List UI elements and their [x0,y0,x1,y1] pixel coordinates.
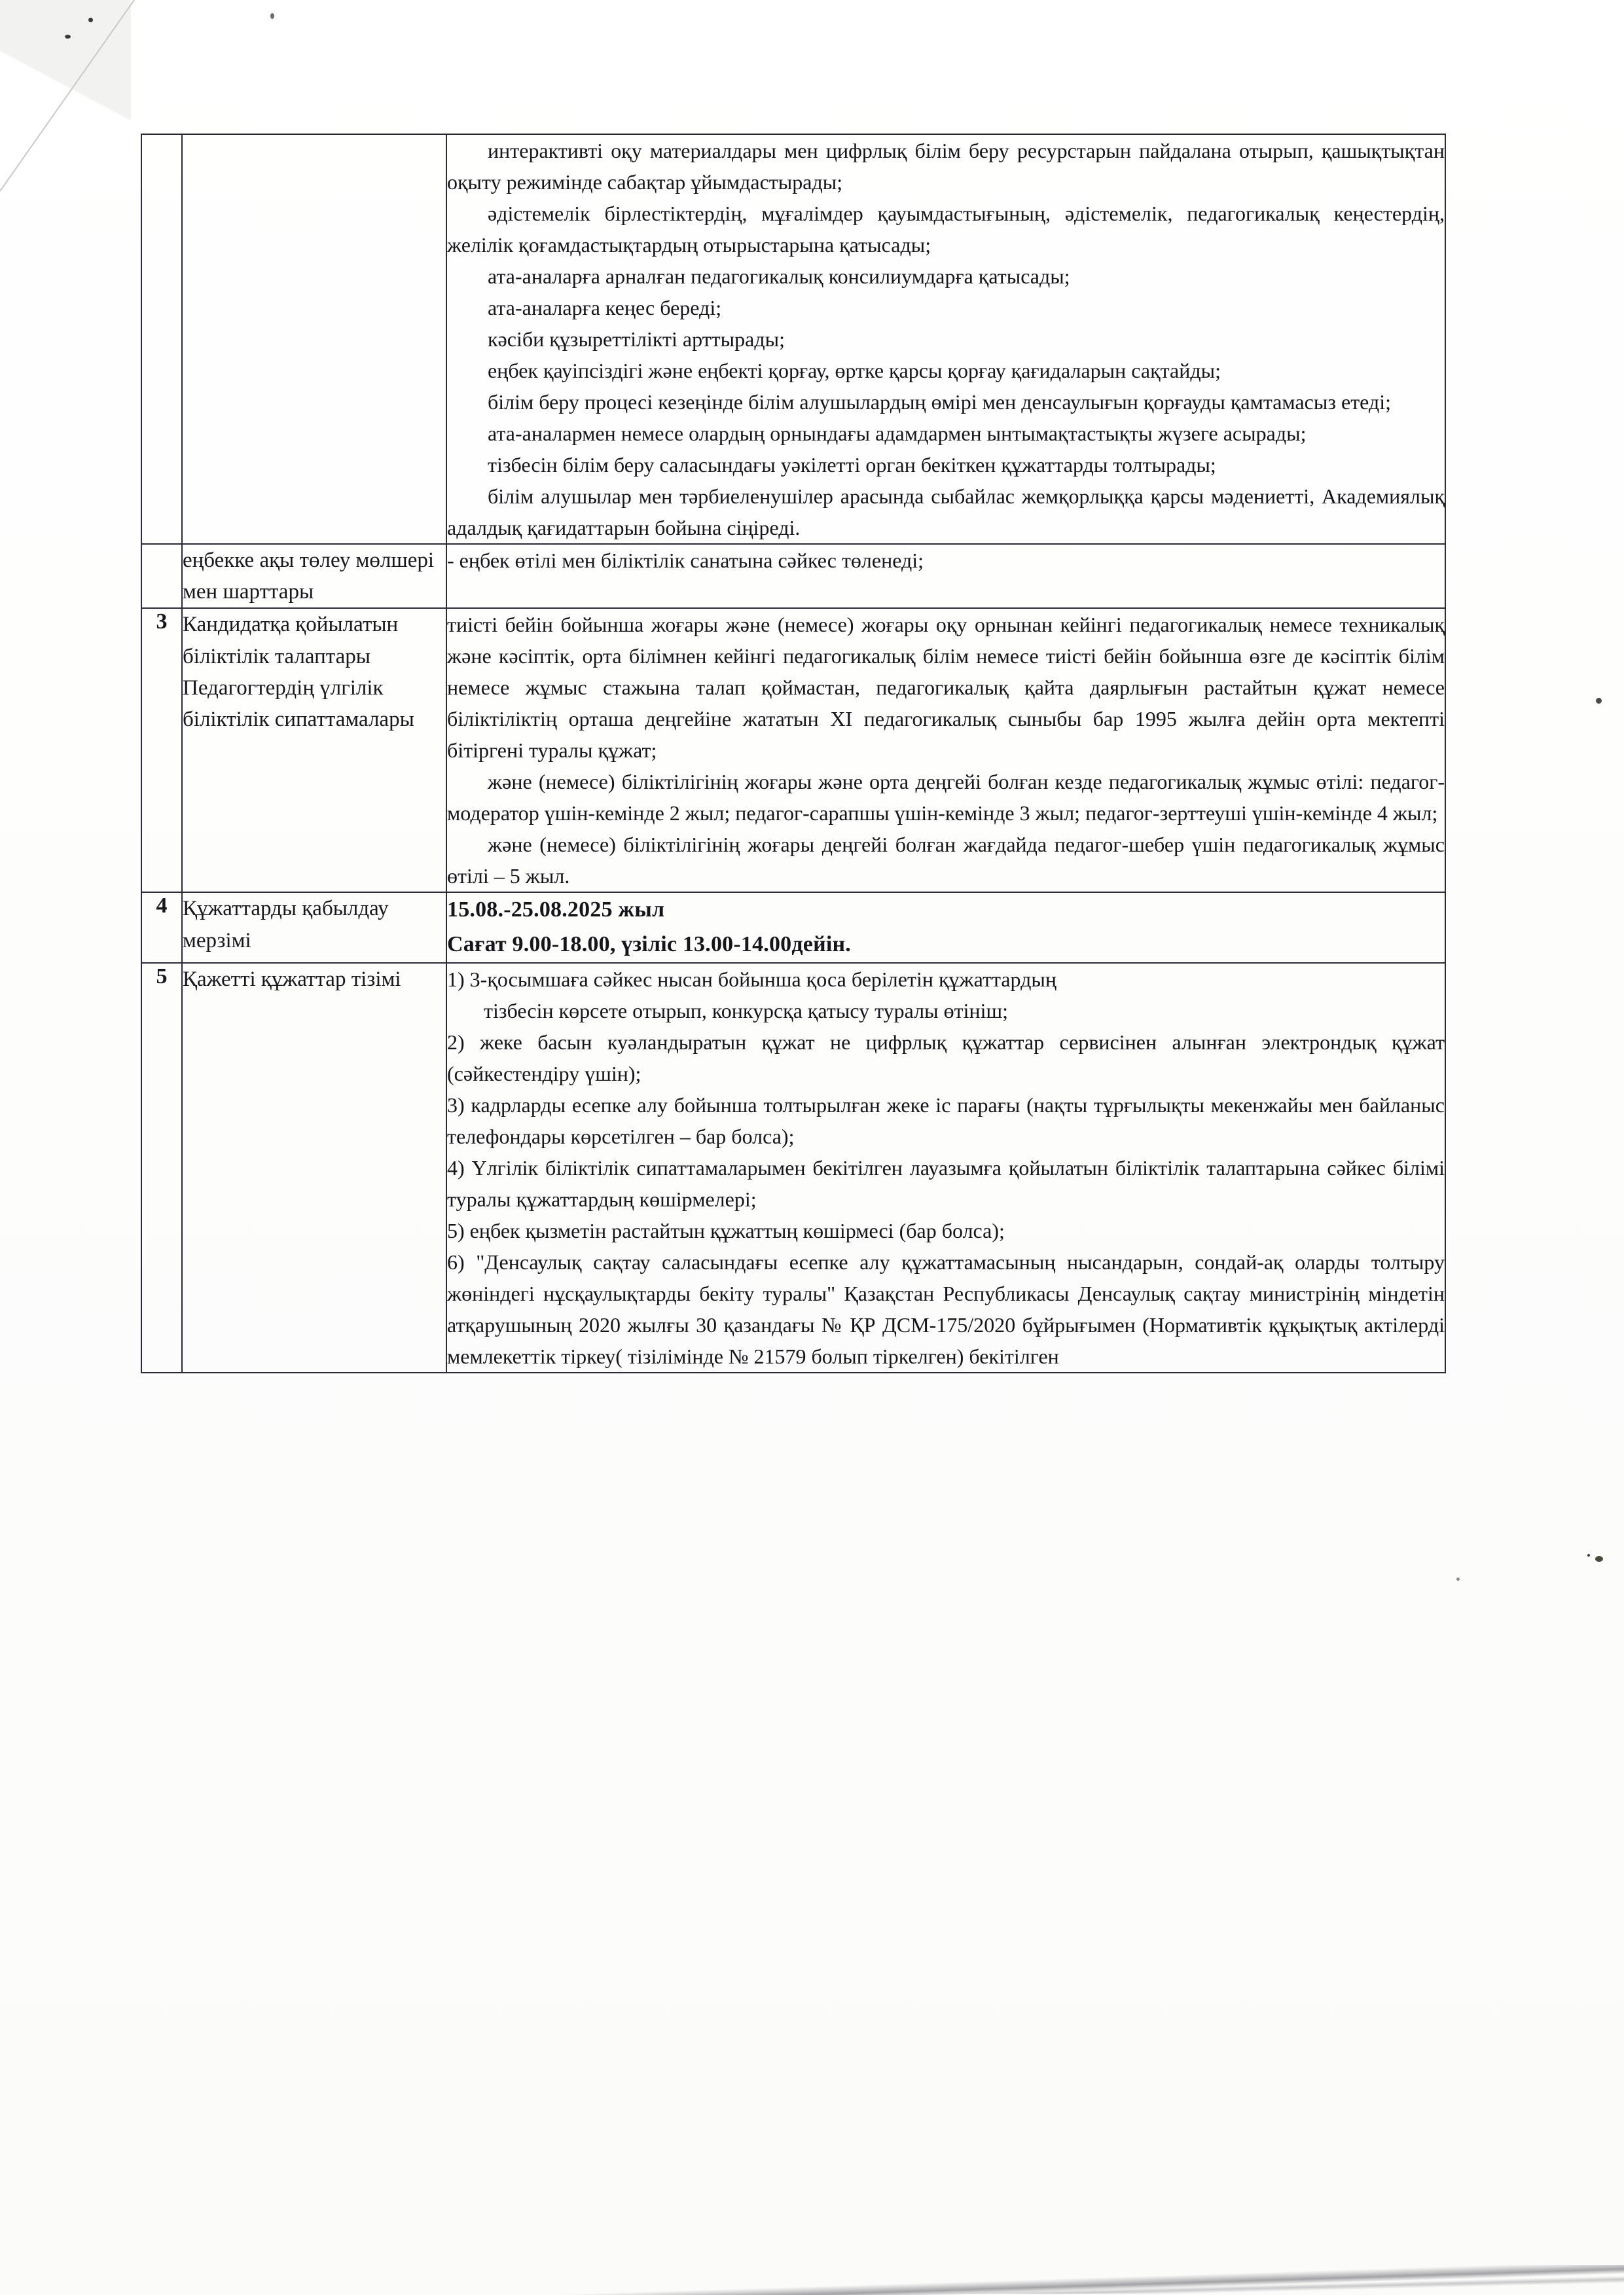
scan-speck [88,18,93,22]
body-line: - еңбек өтілі мен біліктілік санатына сәйкес төленеді; [447,549,924,572]
scan-speck [270,13,274,19]
row-number-cell: 4 [141,892,182,962]
row-body-cell [446,544,1445,608]
scan-speck [1456,1578,1460,1581]
row-number-cell [141,544,182,608]
doc-item-2: 2) жеке басын куәландыратын құжат не цифрлық құжаттар сервисінен алынған электрондық құжат (сәйкестендіру үшін); [447,1030,1445,1085]
acceptance-hours: Сағат 9.00-18.00, үзіліс 13.00-14.00дейін. [447,932,851,957]
scan-speck [1596,698,1602,704]
table-row [141,892,1445,962]
fold-crease-line [0,0,137,196]
doc-item-5: 5) еңбек қызметін растайтын құжаттың көшірмесі (бар болса); [447,1218,1005,1242]
scan-bottom-edge-secondary [0,2274,1624,2294]
row-number-cell [141,134,182,544]
row-number-cell: 5 [141,963,182,1373]
body-line: тізбесін білім беру саласындағы уәкілетті орган бекіткен құжаттарды толтырады; [488,453,1216,477]
folded-corner-artifact [0,0,131,190]
body-line: білім алушылар мен тәрбиеленушілер арасында сыбайлас жемқорлыққа қарсы мәдениетті, Академиялық адалдық қағидаттарын бойына сіңіреді. [447,484,1445,539]
doc-item-6: 6) "Денсаулық сақтау саласындағы есепке алу құжаттамасының нысандарын, сондай-ақ оларды толтыру жөніндегі нұсқаулықтарды бекіту туралы" Қазақстан Республикасы Денсаулық сақтау министрінің міндетін атқарушының 2020 жылғы 30 қазандағы № ҚР ДСМ-175/2020 бұйрығымен (Нормативтік құқықтық актілерді мемлекеттік тіркеу( тізілімінде № 21579 болып тіркелген) бекітілген [447,1250,1445,1368]
row-number-cell: 3 [141,608,182,892]
row-body-cell [446,963,1445,1373]
body-line: интерактивті оқу материалдары мен цифрлық білім беру ресурстарын пайдалана отырып, қашықтықтан оқыту режимінде сабақтар ұйымдастырады; [447,139,1445,194]
body-line: және (немесе) біліктілігінің жоғары деңгейі болған жағдайда педагог-шебер үшін педагогикалық жұмыс өтілі – 5 жыл. [447,833,1445,888]
scan-speck [1587,1554,1590,1557]
row-label-cell [182,134,446,544]
doc-item-1: 1) 3-қосымшаға сәйкес нысан бойынша қоса берілетін құжаттардың [447,967,1057,991]
scan-speck [65,35,71,39]
doc-item-1-cont: тізбесін көрсете отырып, конкурсқа қатысу туралы өтініш; [484,998,1009,1022]
acceptance-dates: 15.08.-25.08.2025 жыл [447,897,665,922]
requirements-table [141,134,1446,1373]
row-label-cell: Құжаттарды қабылдау мерзімі [182,892,446,962]
table-row [141,608,1445,892]
body-line: білім беру процесі кезеңінде білім алушылардың өмірі мен денсаулығын қорғауды қамтамасыз етеді; [488,390,1392,414]
doc-item-3: 3) кадрларды есепке алу бойынша толтырылған жеке іс парағы (нақты тұрғылықты мекенжайы мен байланыс телефондары көрсетілген – бар болса); [447,1093,1445,1148]
row-body-cell [446,134,1445,544]
doc-item-4: 4) Үлгілік біліктілік сипаттамаларымен бекітілген лауазымға қойылатын біліктілік талаптарына сәйкес білімі туралы құжаттардың көшірмелері; [447,1155,1445,1211]
table-row [141,134,1445,544]
row-label-cell: еңбекке ақы төлеу мөлшері мен шарттары [182,544,446,608]
scan-speck [1595,1556,1603,1562]
scan-bottom-edge [0,2265,1624,2295]
body-line: тиісті бейін бойынша жоғары және (немесе) жоғары оқу орнынан кейінгі педагогикалық немесе техникалық және кәсіптік, орта білімнен кейінгі педагогикалық білім немесе тиісті бейін бойынша өзге де кәсіптік білім немесе жұмыс стажына талап қоймастан, педагогикалық қайта даярлығын растайтын құжат немесе біліктіліктің орташа деңгейіне жататын XI педагогикалық сыныбы бар 1995 жылға дейін орта мектепті бітіргені туралы құжат; [447,613,1445,763]
table-row [141,963,1445,1373]
row-body-cell [446,892,1445,962]
body-line: ата-аналарға кеңес береді; [488,296,722,319]
row-body-cell [446,608,1445,892]
row-label-cell: Кандидатқа қойылатын біліктілік талаптары Педагогтердің үлгілік біліктілік сипаттамалары [182,608,446,892]
body-line: және (немесе) біліктілігінің жоғары және орта деңгейі болған кезде педагогикалық жұмыс өтілі: педагог-модератор үшін-кемінде 2 жыл; педагог-сарапшы үшін-кемінде 3 жыл; педагог-зерттеуші үшін-кемінде 4 жыл; [447,770,1445,825]
body-line: ата-аналармен немесе олардың орнындағы адамдармен ынтымақтастықты жүзеге асырады; [488,422,1307,445]
table-row [141,544,1445,608]
body-line: ата-аналарға арналған педагогикалық консилиумдарға қатысады; [488,264,1070,288]
body-line: әдістемелік бірлестіктердің, мұғалімдер қауымдастығының, әдістемелік, педагогикалық кеңестердің, желілік қоғамдастықтардың отырыстарына қатысады; [447,202,1445,257]
row-label-cell: Қажетті құжаттар тізімі [182,963,446,1373]
body-line: еңбек қауіпсіздігі және еңбекті қорғау, өртке қарсы қорғау қағидаларын сақтайды; [488,359,1221,382]
body-line: кәсіби құзыреттілікті арттырады; [488,327,785,351]
